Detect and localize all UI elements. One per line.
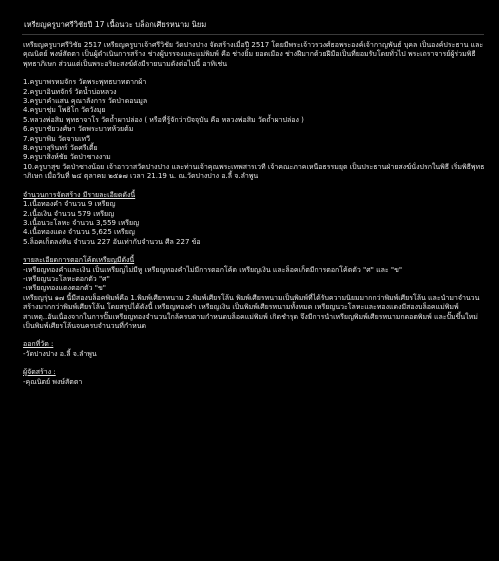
monk-item: 9.ครูบาสิงห์ชัย วัดป่าซางงาม: [23, 153, 111, 162]
quantity-item: 5.ล็อคเก็ตลงหิน จำนวน 227 อันเท่ากับจำนวน ศีล 227 ข้อ: [23, 237, 201, 246]
origin-heading: ออกที่วัด :: [23, 340, 54, 349]
monk-item: 1.ครูบาพรหมจักร วัดพระพุทธบาทตากผ้า: [23, 78, 147, 87]
quantity-list: [23, 200, 485, 247]
intro-paragraph: เหรียญครูบาศรีวิชัย 2517 เหรียญครูบาเจ้าศรีวิชัย วัดปางปาง จัดสร้างเมื่อปี 2517 โดยมีพระเจ้าวรวงศ์ธอพระองค์เจ้ากาญพันธ์ บุคล เป็นองค์ประธาน และคุณนิตย์ พงษ์สัตตา เป็นผู้ดำเนินการสร้าง ช่างผู้บรรจงและแม่พิมพ์ คือ ช่างยิ้ม ยอดเมือง ช่างฝีมากด้วยฝีมือเป็นที่ยอมรับโดยทั่วไป พระเถราจารย์ผู้ร่วมพิธีพุทธาภิเษก ส่วนแต่เป็นพระอริยะสงฆ์ดังมีรายนามดังต่อไปนี้ อาทิเช่น: [23, 41, 484, 68]
details-list: [23, 266, 485, 294]
monk-item: 6.ครูบาชัยวงศ์ษา วัดพระบาทห้วยต้ม: [23, 125, 134, 134]
creator-heading: ผู้จัดสร้าง :: [23, 368, 56, 377]
monk-item: 5.หลวงพ่อสิม พุทธาจาโร วัดถ้ำผาปล่อง ( หรือที่รู้จักว่าปัจจุบัน คือ หลวงพ่อสิม วัดถ้ำผาปล่อง ): [23, 115, 304, 124]
origin-value: -วัดปางปาง อ.ลี้ จ.ลำพูน: [23, 349, 97, 358]
monk-item: 2.ครูบาอินทจักร์ วัดน้ำบ่อหลวง: [23, 87, 117, 96]
monk-item: 3.ครูบาคำแสน คุณาลังการ วัดป่าดอนมูล: [23, 97, 148, 106]
monk-item: 4.ครูบาชุ่ม โพธิโก วัดวังมุย: [23, 106, 106, 115]
details-item: -เหรียญทองแดงตอกตัว "ข": [23, 284, 106, 293]
details-item: -เหรียญทองคำและเงิน เป็นเหรียญไม่มีหู เหรียญทองคำไม่มีการตอกโค้ต เหรียญเงิน และล็อคเก็ตมีการตอกโค้ตตัว "ศ" และ "ข": [23, 265, 403, 274]
quantity-heading: จำนวนการจัดสร้าง มีรายละเอียดดังนี้: [23, 190, 136, 199]
document-body: [23, 41, 485, 396]
details-item: -เหรียญนวะโลหะตอกตัว "ศ": [23, 274, 110, 283]
title-divider: [22, 34, 484, 35]
quantity-item: 4.เนื้อทองแดง จำนวน 5,625 เหรียญ: [23, 228, 135, 237]
quantity-item: 2.เนื้อเงิน จำนวน 579 เหรียญ: [23, 209, 115, 218]
creator-value: -คุณนิตย์ พงษ์สัตตา: [23, 377, 83, 386]
details-heading: รายละเอียดการตอกโค้ตเหรียญมีดังนี้: [23, 256, 135, 265]
monk-list: [23, 78, 485, 181]
monk-item: 10.ครูบาสุข วัดป่าซางน้อย เจ้าอาวาสวัดปางปาง และท่านเจ้าคุณพระเทพสารเวที เจ้าคณะภาคเหนือธรรมยุต เป็นประธานฝ่ายสงฆ์นั่งปรกในพิธี เริ่มพิธีพุทธาภิเษก เมื่อวันที่ ๒๔ ตุลาคม ๒๕๑๗ เวลา 21.19 น. ณ.วัดปางปาง อ.ลี้ จ.ลำพูน: [23, 162, 485, 181]
monk-item: 8.ครูบาสุรินทร์ วัดศรีเตี้ย: [23, 144, 98, 153]
document-title: เหรียญครูบาศรีวิชัยปี 17 เนื้อนวะ บล็อกเศียรหนาม นิยม: [24, 20, 207, 29]
monk-item: 7.ครูบาพิม วัดจามเทวี: [23, 134, 91, 143]
quantity-item: 3.เนื้อนวะโลหะ จำนวน 3,559 เหรียญ: [23, 218, 140, 227]
quantity-item: 1.เนื้อทองคำ จำนวน 9 เหรียญ: [23, 200, 116, 209]
details-paragraph: เหรียญรุ่น ๑๗ นี้มีสองบล็อคพิมพ์คือ 1.พิมพ์เศียรหนาม 2.พิมพ์เศียรโล้น พิมพ์เศียรหนามเป็นพิมพ์ที่ได้รับความนิยมมากกว่าพิมพ์เศียรโล้น และนำมาจำนวนสร้างมากกว่าพิมพ์เศียรโล้น โดยสรุปได้ดังนี้ เหรียญทองคำ เหรียญเงิน เป็นพิมพ์เศียรหนามทั้งหมด เหรียญนวะโลหะและทองแดงมีสองบล็อคแม่พิมพ์ สาเหตุ..อันเนื่องจากในการปั๊มเหรียญทองจำนวนใกล้ครบตามกำหนดบล็อคแม่พิมพ์ เกิดชำรุด จึงมีการนำเหรียญพิมพ์เศียรหนามกดอตพิมพ์ และปั๊มขึ้นใหม่เป็นพิมพ์เศียรโล้นจนครบจำนวนที่กำหนด: [23, 293, 480, 330]
